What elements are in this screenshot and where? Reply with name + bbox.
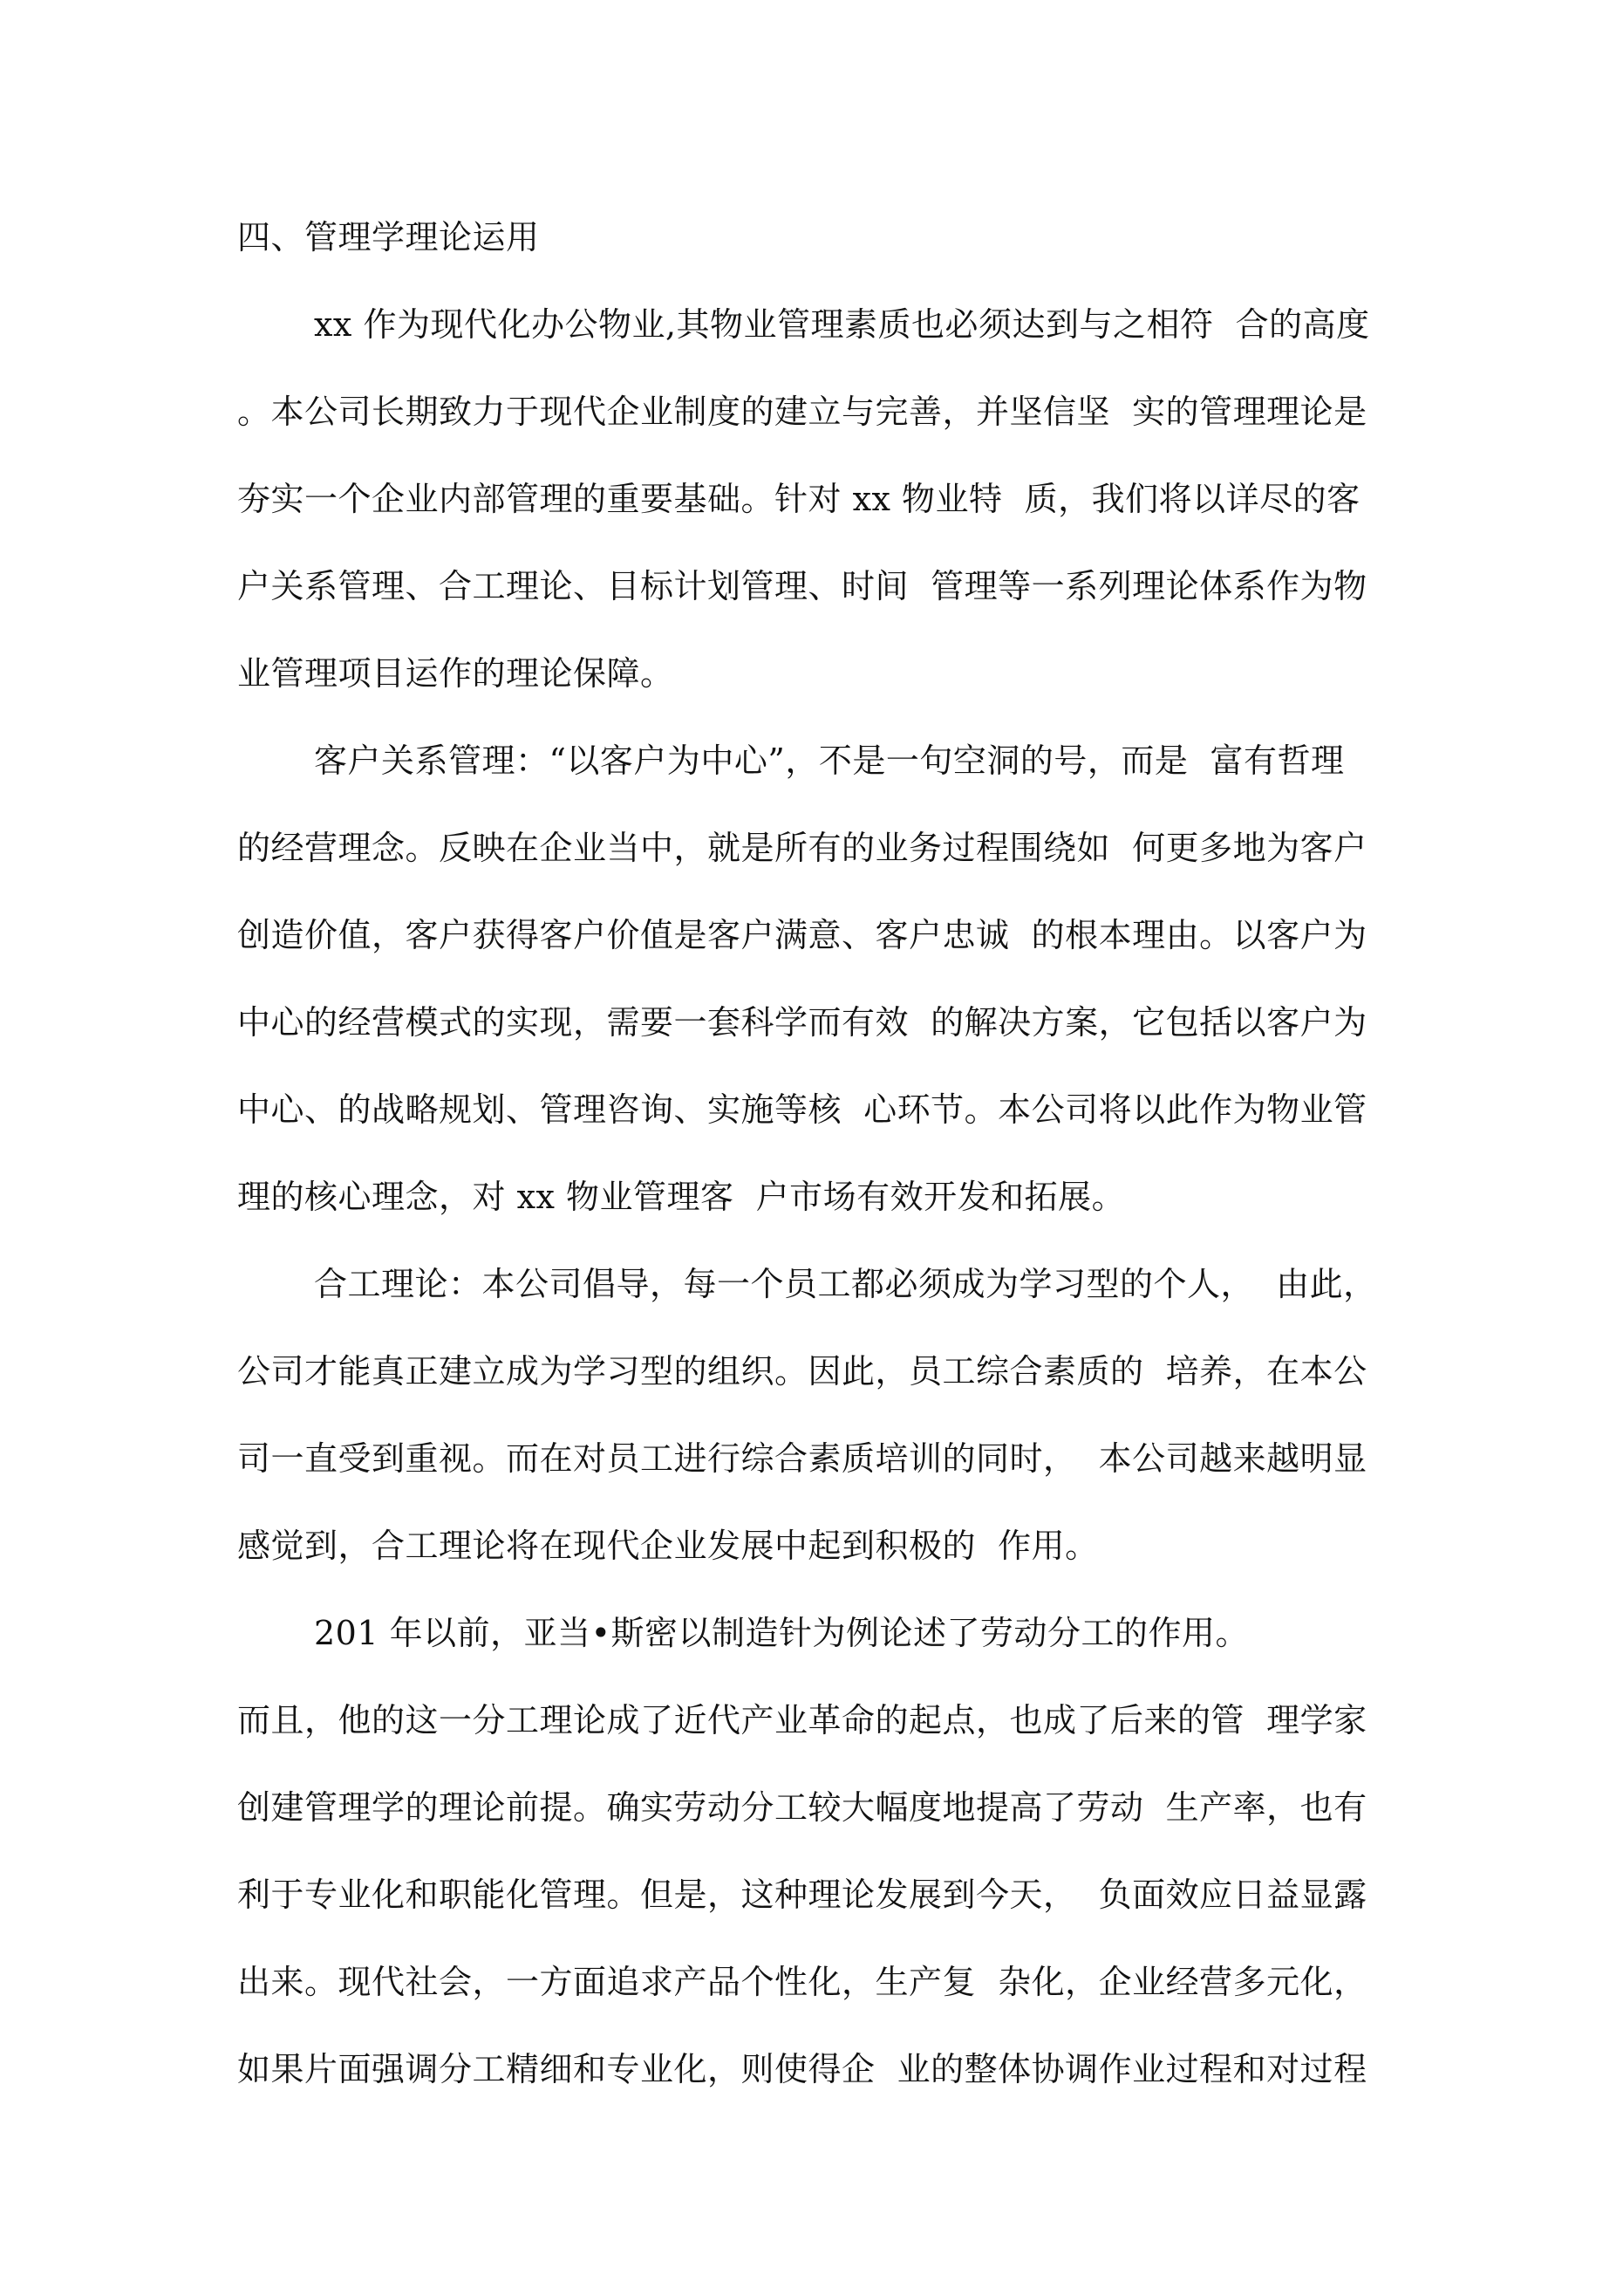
paragraph-1-line-3: 夯实一个企业内部管理的重要基础。针对 xx 物业特 质，我们将以详尽的客	[237, 480, 1360, 518]
paragraph-1-line-4: 户关系管理、合工理论、目标计划管理、时间 管理等一系列理论体系作为物	[237, 567, 1367, 605]
paragraph-1-line-5: 业管理项目运作的理论保障。	[237, 654, 674, 693]
paragraph-4-line-6: 如果片面强调分工精细和专业化，则使得企 业的整体协调作业过程和对过程	[237, 2050, 1367, 2088]
paragraph-3-line-1: 合工理论：本公司倡导，每一个员工都必须成为学习型的个人， 由此，	[314, 1265, 1377, 1303]
paragraph-4-line-5: 出来。现代社会，一方面追求产品个性化，生产复 杂化，企业经营多元化，	[237, 1963, 1367, 2001]
paragraph-1-line-1: xx 作为现代化办公物业,其物业管理素质也必须达到与之相符 合的高度	[314, 305, 1370, 344]
paragraph-4-line-1: 201 年以前，亚当•斯密以制造针为例论述了劳动分工的作用。	[314, 1614, 1250, 1652]
paragraph-2-line-2: 的经营理念。反映在企业当中，就是所有的业务过程围绕如 何更多地为客户	[237, 829, 1367, 867]
paragraph-2-line-1: 客户关系管理：“以客户为中心”，不是一句空洞的号，而是 富有哲理	[314, 741, 1345, 780]
paragraph-2-line-4: 中心的经营模式的实现，需要一套科学而有效 的解决方案，它包括以客户为	[237, 1003, 1367, 1042]
paragraph-2-line-5: 中心、的战略规划、管理咨询、实施等核 心环节。本公司将以此作为物业管	[237, 1090, 1367, 1129]
paragraph-1-line-2: 。本公司长期致力于现代企业制度的建立与完善，并坚信坚 实的管理理论是	[237, 393, 1367, 431]
paragraph-3-line-2: 公司才能真正建立成为学习型的组织。因此，员工综合素质的 培养，在本公	[237, 1352, 1367, 1391]
paragraph-4-line-3: 创建管理学的理论前提。确实劳动分工较大幅度地提高了劳动 生产率，也有	[237, 1788, 1367, 1827]
paragraph-4-line-4: 利于专业化和职能化管理。但是，这种理论发展到今天， 负面效应日益显露	[237, 1876, 1367, 1914]
paragraph-2-line-6: 理的核心理念，对 xx 物业管理客 户市场有效开发和拓展。	[237, 1178, 1126, 1216]
paragraph-3-line-4: 感觉到，合工理论将在现代企业发展中起到积极的 作用。	[237, 1527, 1099, 1565]
section-heading: 四、管理学理论运用	[237, 218, 540, 256]
paragraph-2-line-3: 创造价值，客户获得客户价值是客户满意、客户忠诚 的根本理由。以客户为	[237, 916, 1367, 954]
paragraph-4-line-2: 而且，他的这一分工理论成了近代产业革命的起点，也成了后来的管 理学家	[237, 1701, 1367, 1739]
paragraph-3-line-3: 司一直受到重视。而在对员工进行综合素质培训的同时， 本公司越来越明显	[237, 1439, 1367, 1478]
